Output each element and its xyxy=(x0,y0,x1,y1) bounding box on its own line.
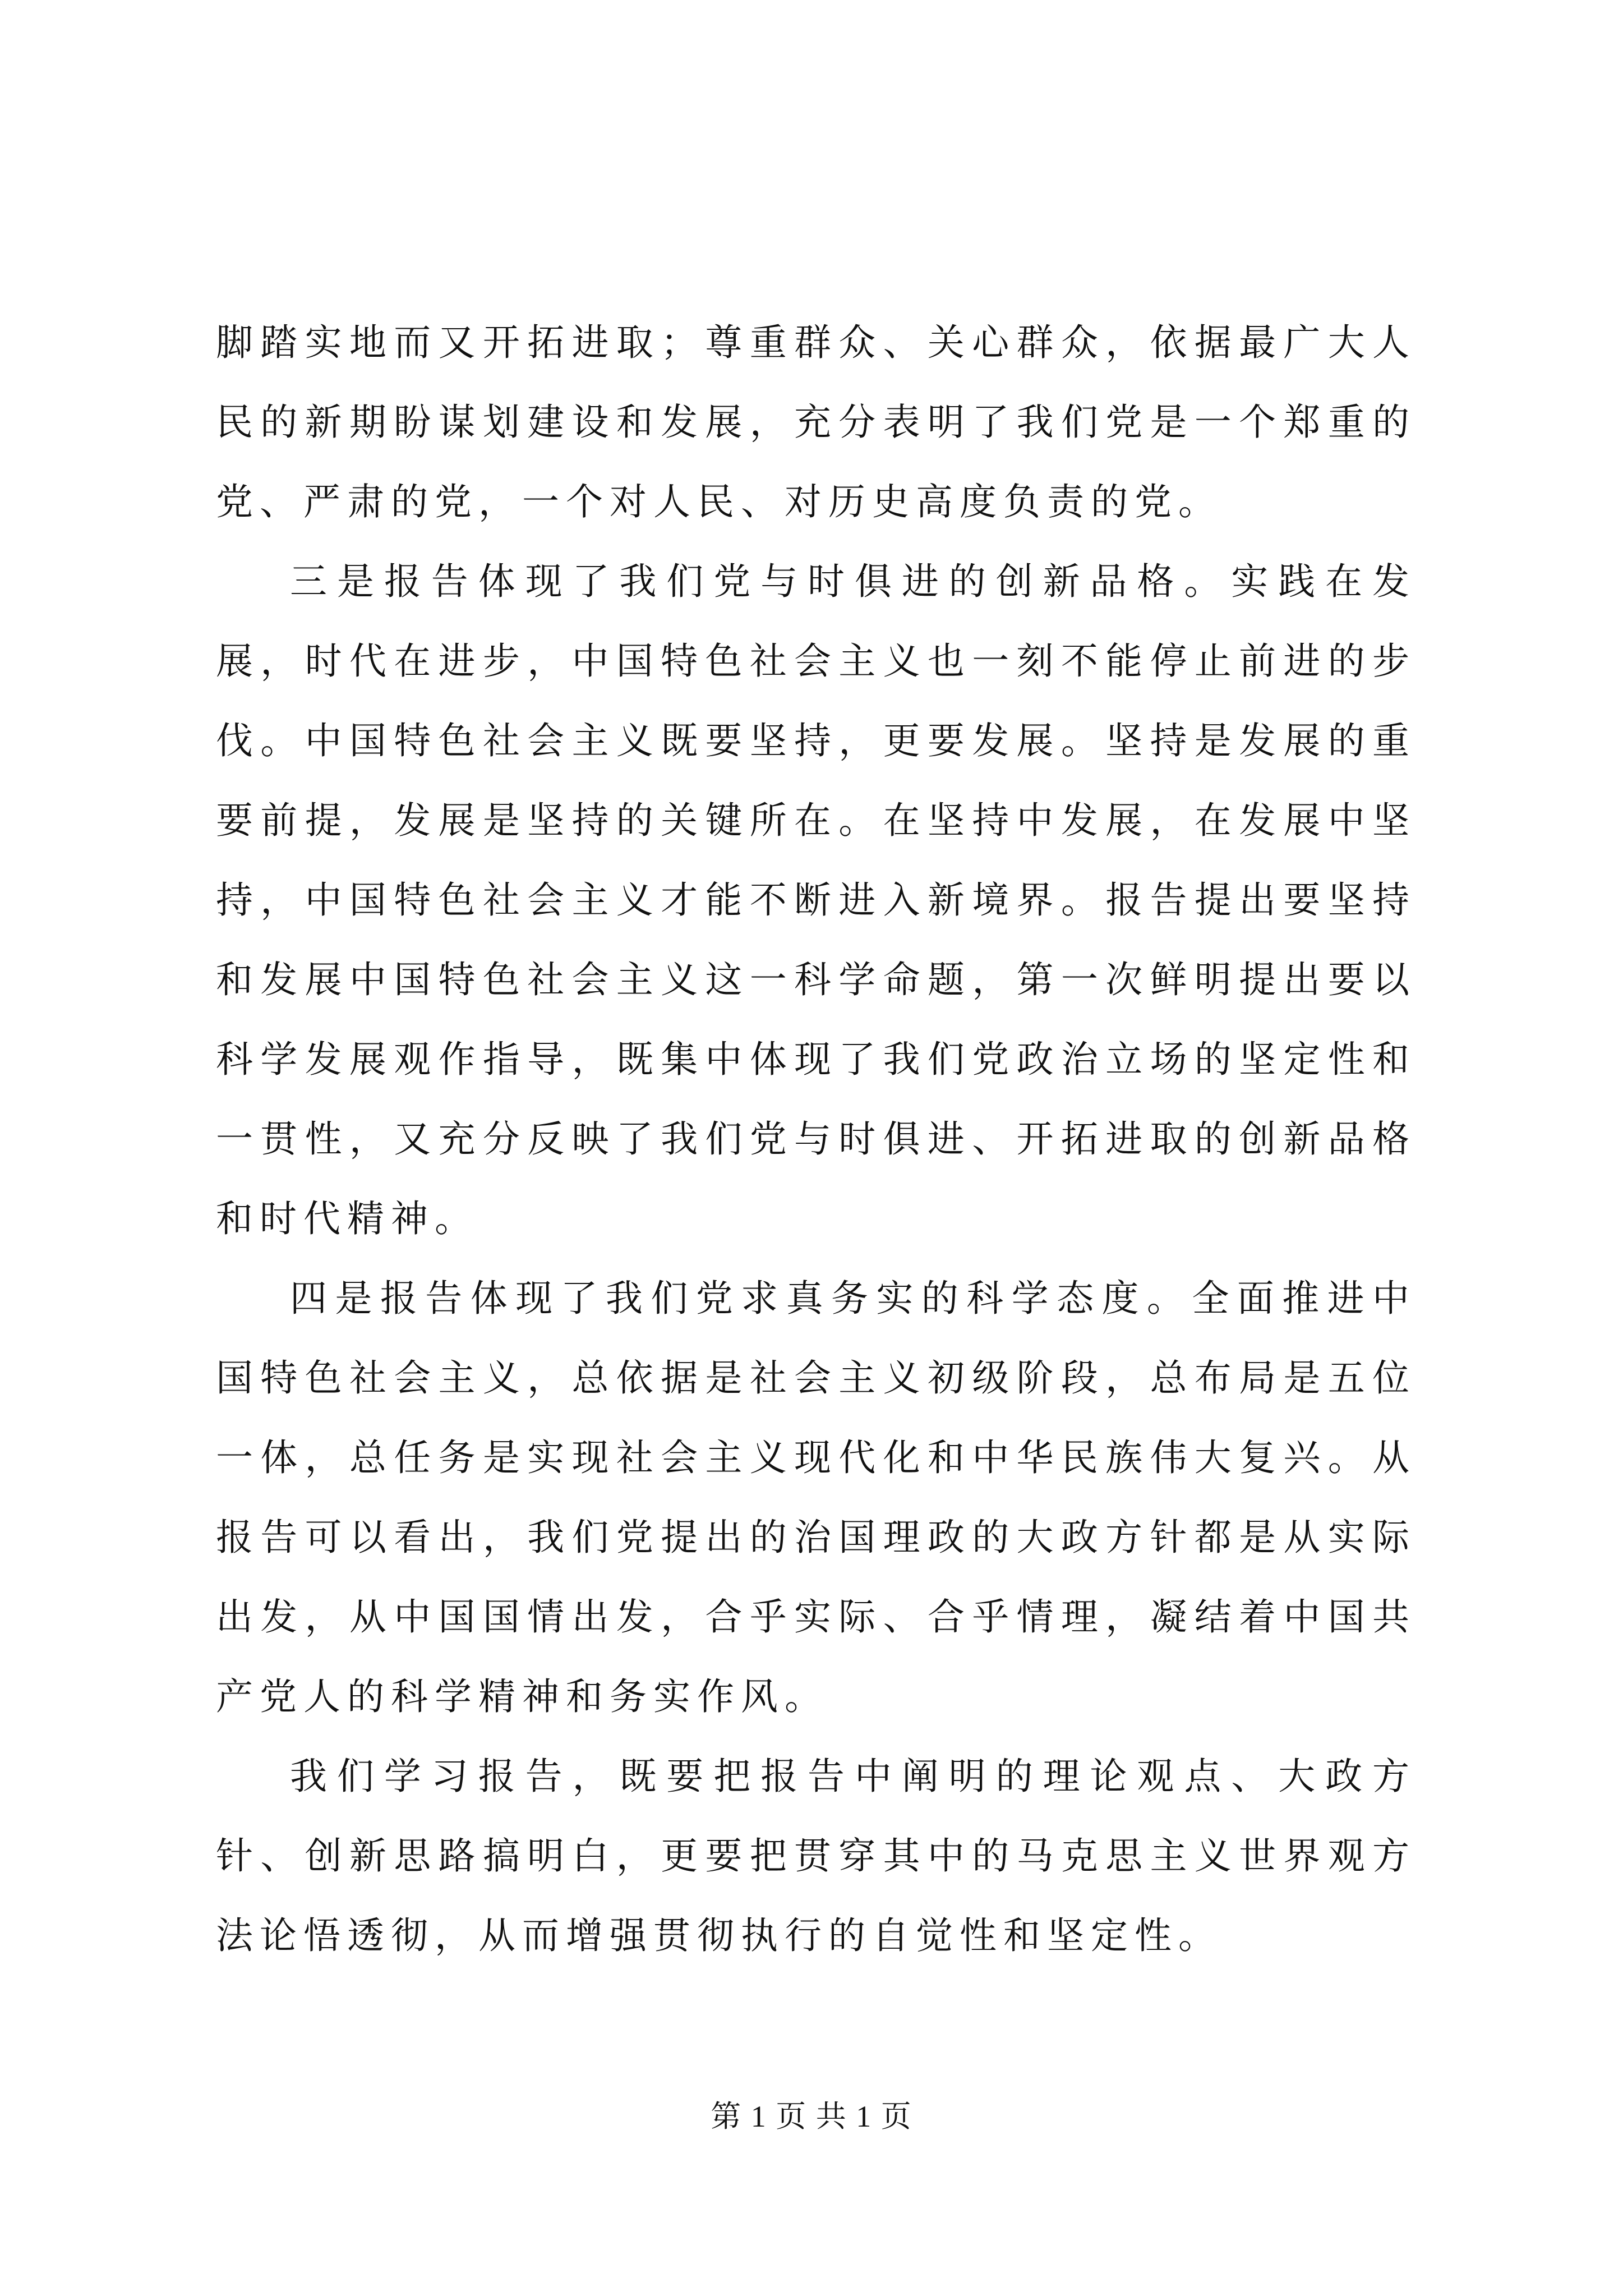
page-number-footer: 第 1 页 共 1 页 xyxy=(711,2100,912,2133)
paragraph-conclusion: 我们学习报告，既要把报告中阐明的理论观点、大政方针、创新思路搞明白，更要把贯穿其中的马克思主义世界观方法论悟透彻，从而增强贯彻执行的自觉性和坚定性。 xyxy=(216,1755,1416,1957)
paragraph-continuation: 脚踏实地而又开拓进取；尊重群众、关心群众，依据最广大人民的新期盼谋划建设和发展，充分表明了我们党是一个郑重的党、严肃的党，一个对人民、对历史高度负责的党。 xyxy=(216,321,1416,523)
body-text xyxy=(216,303,1416,1976)
paragraph-point-four: 四是报告体现了我们党求真务实的科学态度。全面推进中国特色社会主义，总依据是社会主义初级阶段，总布局是五位一体，总任务是实现社会主义现代化和中华民族伟大复兴。从报告可以看出，我们党提出的治国理政的大政方针都是从实际出发，从中国国情出发，合乎实际、合乎情理，凝结着中国共产党人的科学精神和务实作风。 xyxy=(216,1277,1416,1718)
paragraph-point-three: 三是报告体现了我们党与时俱进的创新品格。实践在发展，时代在进步，中国特色社会主义也一刻不能停止前进的步伐。中国特色社会主义既要坚持，更要发展。坚持是发展的重要前提，发展是坚持的关键所在。在坚持中发展，在发展中坚持，中国特色社会主义才能不断进入新境界。报告提出要坚持和发展中国特色社会主义这一科学命题，第一次鲜明提出要以科学发展观作指导，既集中体现了我们党政治立场的坚定性和一贯性，又充分反映了我们党与时俱进、开拓进取的创新品格和时代精神。 xyxy=(216,560,1416,1240)
